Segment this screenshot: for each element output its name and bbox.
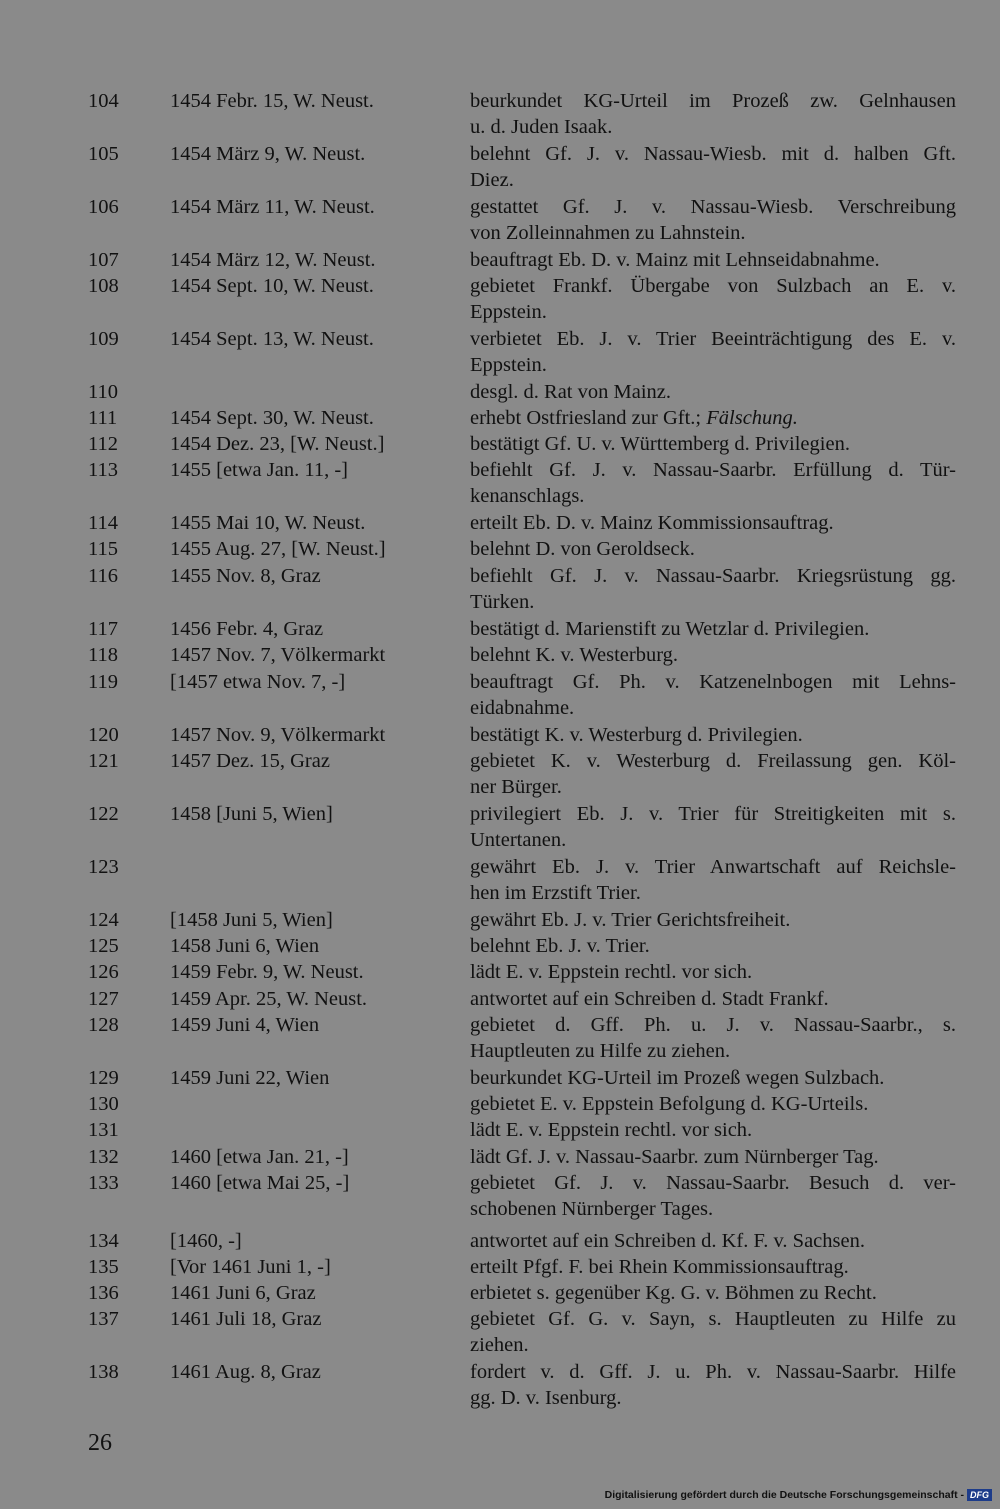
description-line xyxy=(470,1385,956,1411)
description-text: Türken. xyxy=(470,591,535,614)
entry-date: 1460 [etwa Jan. 21, -] xyxy=(170,1146,349,1168)
page-number: 26 xyxy=(88,1430,112,1456)
description-line xyxy=(470,1280,956,1306)
description-line xyxy=(470,1117,956,1143)
description-text: Diez. xyxy=(470,169,514,192)
entry-number: 114 xyxy=(88,512,118,534)
description-line xyxy=(470,299,956,325)
entry-description xyxy=(470,510,956,536)
entry-description xyxy=(470,1254,956,1280)
description-line xyxy=(470,907,956,933)
entry-description xyxy=(470,1170,956,1223)
description-text: ner Bürger. xyxy=(470,776,562,799)
entry-description xyxy=(470,1306,956,1359)
description-line xyxy=(470,880,956,906)
entry-description xyxy=(470,88,956,141)
entry-description xyxy=(470,379,956,405)
description-text: bestätigt K. v. Westerburg d. Privilegien. xyxy=(470,724,803,746)
description-line xyxy=(470,114,956,140)
description-line xyxy=(470,1228,956,1254)
entry-date: 1455 Nov. 8, Graz xyxy=(170,565,321,587)
entry-description xyxy=(470,722,956,748)
description-text: lädt E. v. Eppstein rechtl. vor sich. xyxy=(470,961,753,983)
entry-description xyxy=(470,1144,956,1170)
description-line xyxy=(470,431,956,457)
entry-date: 1459 Apr. 25, W. Neust. xyxy=(170,988,368,1010)
entry-description xyxy=(470,1065,956,1091)
description-line xyxy=(470,774,956,800)
description-line xyxy=(470,748,956,774)
entry-date: [1460, -] xyxy=(170,1230,242,1252)
footer-credit xyxy=(605,1485,992,1505)
description-text: beurkundet KG-Urteil im Prozeß wegen Sulzbach. xyxy=(470,1067,885,1089)
entry-number: 129 xyxy=(88,1067,119,1089)
entry-date: 1456 Febr. 4, Graz xyxy=(170,618,324,640)
entry-description xyxy=(470,405,956,431)
entry-number: 108 xyxy=(88,275,119,297)
entry-number: 120 xyxy=(88,724,119,746)
description-text: gebietet Frankf. Übergabe von Sulzbach an E. v. xyxy=(470,275,956,297)
entry-number: 109 xyxy=(88,328,119,350)
entry-description xyxy=(470,748,956,801)
entry-number: 104 xyxy=(88,90,119,112)
description-text: beurkundet KG-Urteil im Prozeß zw. Gelnhausen xyxy=(470,90,956,112)
entry-number: 112 xyxy=(88,433,118,455)
entry-number: 117 xyxy=(88,618,118,640)
description-line xyxy=(470,642,956,668)
entry-date: 1455 Mai 10, W. Neust. xyxy=(170,512,366,534)
description-text: verbietet Eb. J. v. Trier Beeinträchtigung des E. v. xyxy=(470,328,956,350)
entry-number: 121 xyxy=(88,750,119,772)
entry-description xyxy=(470,457,956,510)
description-line xyxy=(470,405,956,431)
description-text: eidabnahme. xyxy=(470,697,575,720)
description-line xyxy=(470,273,956,299)
description-text: desgl. d. Rat von Mainz. xyxy=(470,381,671,403)
entry-number: 113 xyxy=(88,459,118,481)
entry-number: 122 xyxy=(88,803,119,825)
entry-number: 138 xyxy=(88,1361,119,1383)
description-text: antwortet auf ein Schreiben d. Stadt Frankf. xyxy=(470,988,829,1010)
description-line xyxy=(470,801,956,827)
description-text: gebietet E. v. Eppstein Befolgung d. KG-Urteils. xyxy=(470,1093,869,1115)
description-text: Hauptleuten zu Hilfe zu ziehen. xyxy=(470,1040,731,1063)
entry-description xyxy=(470,801,956,854)
entry-description xyxy=(470,1280,956,1306)
description-line xyxy=(470,722,956,748)
description-text: u. d. Juden Isaak. xyxy=(470,116,613,139)
description-line xyxy=(470,536,956,562)
entry-date: 1454 Sept. 30, W. Neust. xyxy=(170,407,374,429)
entry-description xyxy=(470,616,956,642)
description-line xyxy=(470,1332,956,1358)
description-line xyxy=(470,1306,956,1332)
entry-description xyxy=(470,536,956,562)
description-text: gebietet Gf. G. v. Sayn, s. Hauptleuten zu Hilfe zu xyxy=(470,1308,956,1330)
description-line xyxy=(470,247,956,273)
description-line xyxy=(470,1254,956,1280)
description-line xyxy=(470,220,956,246)
entry-number: 137 xyxy=(88,1308,119,1330)
forgery-note: Fälschung. xyxy=(706,407,798,429)
entry-number: 116 xyxy=(88,565,118,587)
description-line xyxy=(470,933,956,959)
entry-date: [1457 etwa Nov. 7, -] xyxy=(170,671,346,693)
description-text: von Zolleinnahmen zu Lahnstein. xyxy=(470,222,746,245)
entry-date: 1455 Aug. 27, [W. Neust.] xyxy=(170,538,386,560)
entry-description xyxy=(470,1228,956,1254)
entry-date: 1454 März 11, W. Neust. xyxy=(170,196,375,218)
description-line xyxy=(470,326,956,352)
description-text: kenanschlags. xyxy=(470,485,585,508)
entry-date: [1458 Juni 5, Wien] xyxy=(170,909,333,931)
entry-number: 126 xyxy=(88,961,119,983)
description-line xyxy=(470,563,956,589)
description-line xyxy=(470,1359,956,1385)
entry-description xyxy=(470,563,956,616)
entry-description xyxy=(470,141,956,194)
description-text: beauftragt Gf. Ph. v. Katzenelnbogen mit Lehns- xyxy=(470,671,956,693)
description-text: beauftragt Eb. D. v. Mainz mit Lehnseidabnahme. xyxy=(470,249,880,271)
entry-number: 125 xyxy=(88,935,119,957)
entry-number: 132 xyxy=(88,1146,119,1168)
description-text: antwortet auf ein Schreiben d. Kf. F. v. Sachsen. xyxy=(470,1230,865,1252)
description-text: privilegiert Eb. J. v. Trier für Streitigkeiten mit s. xyxy=(470,803,956,825)
description-line xyxy=(470,695,956,721)
description-text: Untertanen. xyxy=(470,829,567,852)
entry-description xyxy=(470,907,956,933)
entry-number: 136 xyxy=(88,1282,119,1304)
entry-number: 127 xyxy=(88,988,119,1010)
description-text: schobenen Nürnberger Tages. xyxy=(470,1198,714,1221)
entry-description xyxy=(470,1117,956,1143)
entry-date: 1454 Febr. 15, W. Neust. xyxy=(170,90,374,112)
entry-number: 105 xyxy=(88,143,119,165)
entry-date: 1454 Sept. 13, W. Neust. xyxy=(170,328,374,350)
description-text: belehnt K. v. Westerburg. xyxy=(470,644,679,666)
description-text: erhebt Ostfriesland zur Gft.; xyxy=(470,407,702,429)
entry-date: [Vor 1461 Juni 1, -] xyxy=(170,1256,331,1278)
description-line xyxy=(470,616,956,642)
description-text: gebietet Gf. J. v. Nassau-Saarbr. Besuch d. ver- xyxy=(470,1172,956,1194)
description-line xyxy=(470,194,956,220)
entry-number: 119 xyxy=(88,671,118,693)
description-text: bestätigt d. Marienstift zu Wetzlar d. Privilegien. xyxy=(470,618,870,640)
description-line xyxy=(470,483,956,509)
entry-date: 1454 Sept. 10, W. Neust. xyxy=(170,275,374,297)
description-text: belehnt D. von Geroldseck. xyxy=(470,538,695,560)
entry-number: 135 xyxy=(88,1256,119,1278)
description-line xyxy=(470,1170,956,1196)
description-text: bestätigt Gf. U. v. Württemberg d. Privilegien. xyxy=(470,433,850,455)
entry-date: 1458 Juni 6, Wien xyxy=(170,935,320,957)
entry-date: 1459 Juni 4, Wien xyxy=(170,1014,320,1036)
description-text: Eppstein. xyxy=(470,354,547,377)
description-line xyxy=(470,589,956,615)
entry-date: 1457 Nov. 7, Völkermarkt xyxy=(170,644,386,666)
entry-date: 1457 Dez. 15, Graz xyxy=(170,750,330,772)
entry-date: 1460 [etwa Mai 25, -] xyxy=(170,1172,350,1194)
description-line xyxy=(470,1091,956,1117)
description-text: belehnt Eb. J. v. Trier. xyxy=(470,935,650,957)
description-text: erteilt Pfgf. F. bei Rhein Kommissionsauftrag. xyxy=(470,1256,849,1278)
entry-date: 1455 [etwa Jan. 11, -] xyxy=(170,459,348,481)
entry-date: 1454 März 9, W. Neust. xyxy=(170,143,366,165)
description-line xyxy=(470,1144,956,1170)
description-line xyxy=(470,1012,956,1038)
entry-date: 1461 Aug. 8, Graz xyxy=(170,1361,321,1383)
description-text: hen im Erzstift Trier. xyxy=(470,882,641,905)
description-line xyxy=(470,167,956,193)
entry-number: 111 xyxy=(88,407,118,429)
description-line xyxy=(470,1065,956,1091)
entry-date: 1454 Dez. 23, [W. Neust.] xyxy=(170,433,385,455)
description-line xyxy=(470,510,956,536)
entry-description xyxy=(470,959,956,985)
entry-description xyxy=(470,194,956,247)
entry-number: 123 xyxy=(88,856,119,878)
entry-number: 107 xyxy=(88,249,119,271)
description-text: fordert v. d. Gff. J. u. Ph. v. Nassau-Saarbr. Hilfe xyxy=(470,1361,956,1383)
description-line xyxy=(470,1196,956,1222)
description-line xyxy=(470,854,956,880)
entry-description xyxy=(470,854,956,907)
entry-description xyxy=(470,1359,956,1412)
description-line xyxy=(470,457,956,483)
description-line xyxy=(470,379,956,405)
description-text: gg. D. v. Isenburg. xyxy=(470,1387,622,1410)
entry-date: 1457 Nov. 9, Völkermarkt xyxy=(170,724,386,746)
description-text: befiehlt Gf. J. v. Nassau-Saarbr. Erfüllung d. Tür- xyxy=(470,459,956,481)
entry-date: 1458 [Juni 5, Wien] xyxy=(170,803,333,825)
description-text: Eppstein. xyxy=(470,301,547,324)
description-line xyxy=(470,669,956,695)
entry-date: 1459 Juni 22, Wien xyxy=(170,1067,330,1089)
description-line xyxy=(470,827,956,853)
entry-number: 106 xyxy=(88,196,119,218)
entry-description xyxy=(470,642,956,668)
entry-description xyxy=(470,669,956,722)
description-text: gewährt Eb. J. v. Trier Gerichtsfreiheit. xyxy=(470,909,791,931)
description-text: belehnt Gf. J. v. Nassau-Wiesb. mit d. halben Gft. xyxy=(470,143,956,165)
entry-description xyxy=(470,326,956,379)
entry-description xyxy=(470,1012,956,1065)
entry-number: 134 xyxy=(88,1230,119,1252)
description-text: gebietet K. v. Westerburg d. Freilassung gen. Köl- xyxy=(470,750,956,772)
description-text: erbietet s. gegenüber Kg. G. v. Böhmen zu Recht. xyxy=(470,1282,877,1304)
description-text: lädt E. v. Eppstein rechtl. vor sich. xyxy=(470,1119,753,1141)
entry-date: 1454 März 12, W. Neust. xyxy=(170,249,376,271)
entry-description xyxy=(470,431,956,457)
footer-text: Digitalisierung gefördert durch die Deutsche Forschungsgemeinschaft - xyxy=(604,1489,964,1501)
description-text: gebietet d. Gff. Ph. u. J. v. Nassau-Saarbr., s. xyxy=(470,1014,956,1036)
description-text: gewährt Eb. J. v. Trier Anwartschaft auf Reichsle- xyxy=(470,856,956,878)
description-line xyxy=(470,141,956,167)
entry-date: 1459 Febr. 9, W. Neust. xyxy=(170,961,364,983)
description-text: lädt Gf. J. v. Nassau-Saarbr. zum Nürnberger Tag. xyxy=(470,1146,879,1168)
description-text: ziehen. xyxy=(470,1334,529,1357)
description-line xyxy=(470,986,956,1012)
entry-date: 1461 Juli 18, Graz xyxy=(170,1308,322,1330)
description-line xyxy=(470,1038,956,1064)
entry-description xyxy=(470,933,956,959)
entry-description xyxy=(470,247,956,273)
description-text: befiehlt Gf. J. v. Nassau-Saarbr. Kriegsrüstung gg. xyxy=(470,565,956,587)
entry-date: 1461 Juni 6, Graz xyxy=(170,1282,316,1304)
entry-number: 133 xyxy=(88,1172,119,1194)
dfg-logo: DFG xyxy=(967,1489,992,1501)
entry-number: 131 xyxy=(88,1119,119,1141)
entry-number: 124 xyxy=(88,909,119,931)
description-text: erteilt Eb. D. v. Mainz Kommissionsauftrag. xyxy=(470,512,834,534)
description-line xyxy=(470,959,956,985)
entry-number: 130 xyxy=(88,1093,119,1115)
entry-number: 128 xyxy=(88,1014,119,1036)
description-line xyxy=(470,88,956,114)
description-text: gestattet Gf. J. v. Nassau-Wiesb. Verschreibung xyxy=(470,196,956,218)
entry-number: 115 xyxy=(88,538,118,560)
description-line xyxy=(470,352,956,378)
entry-number: 110 xyxy=(88,381,118,403)
entry-description xyxy=(470,1091,956,1117)
entry-description xyxy=(470,273,956,326)
entry-number: 118 xyxy=(88,644,118,666)
entry-description xyxy=(470,986,956,1012)
